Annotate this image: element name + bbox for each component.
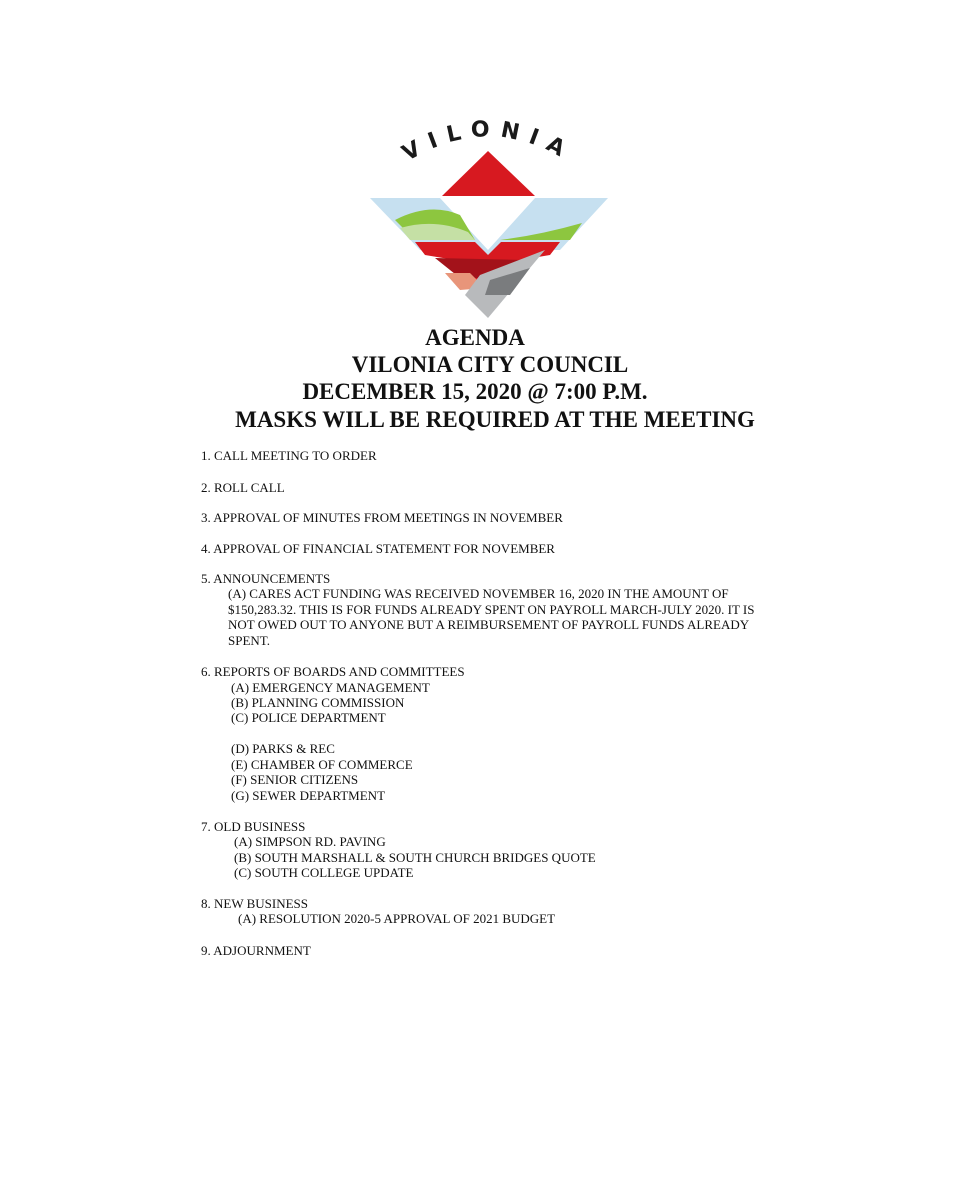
svg-text:VILONIA: VILONIA bbox=[398, 117, 578, 167]
agenda-item: 1. CALL MEETING TO ORDER bbox=[201, 448, 377, 463]
agenda-item: 4. APPROVAL OF FINANCIAL STATEMENT FOR NOVEMBER bbox=[201, 541, 555, 556]
agenda-subitem: $150,283.32. THIS IS FOR FUNDS ALREADY SPENT ON PAYROLL MARCH-JULY 2020. IT IS bbox=[228, 602, 755, 617]
agenda-item: 8. NEW BUSINESS bbox=[201, 896, 309, 911]
agenda-subitem: SPENT. bbox=[228, 633, 271, 648]
agenda-item: 6. REPORTS OF BOARDS AND COMMITTEES bbox=[201, 664, 465, 679]
agenda-item: 3. APPROVAL OF MINUTES FROM MEETINGS IN NOVEMBER bbox=[201, 510, 563, 525]
agenda-subitem: (A) EMERGENCY MANAGEMENT bbox=[231, 680, 430, 695]
agenda-subitem: (A) CARES ACT FUNDING WAS RECEIVED NOVEMBER 16, 2020 IN THE AMOUNT OF bbox=[228, 586, 729, 601]
agenda-item: 7. OLD BUSINESS bbox=[201, 819, 306, 834]
meeting-date: DECEMBER 15, 2020 @ 7:00 P.M. bbox=[302, 379, 648, 404]
agenda-subitem: (F) SENIOR CITIZENS bbox=[231, 772, 359, 787]
agenda-subitem: (C) POLICE DEPARTMENT bbox=[231, 710, 386, 725]
mask-notice: MASKS WILL BE REQUIRED AT THE MEETING bbox=[235, 407, 755, 432]
agenda-subitem: (D) PARKS & REC bbox=[231, 741, 335, 756]
agenda-item: 5. ANNOUNCEMENTS bbox=[201, 571, 331, 586]
agenda-title: AGENDA bbox=[425, 325, 525, 350]
agenda-item: 9. ADJOURNMENT bbox=[201, 943, 311, 958]
agenda-subitem: (B) PLANNING COMMISSION bbox=[231, 695, 405, 710]
agenda-subitem: (E) CHAMBER OF COMMERCE bbox=[231, 757, 413, 772]
agenda-subitem: (C) SOUTH COLLEGE UPDATE bbox=[234, 865, 414, 880]
agenda-subitem: (A) SIMPSON RD. PAVING bbox=[234, 834, 386, 849]
agenda-subitem: (G) SEWER DEPARTMENT bbox=[231, 788, 386, 803]
agenda-subitem: NOT OWED OUT TO ANYONE BUT A REIMBURSEMENT OF PAYROLL FUNDS ALREADY bbox=[228, 617, 750, 632]
agenda-item: 2. ROLL CALL bbox=[201, 480, 285, 495]
council-name: VILONIA CITY COUNCIL bbox=[351, 352, 629, 377]
agenda-subitem: (A) RESOLUTION 2020-5 APPROVAL OF 2021 BUDGET bbox=[238, 911, 556, 926]
vilonia-logo bbox=[360, 110, 620, 325]
agenda-subitem: (B) SOUTH MARSHALL & SOUTH CHURCH BRIDGES QUOTE bbox=[234, 850, 596, 865]
